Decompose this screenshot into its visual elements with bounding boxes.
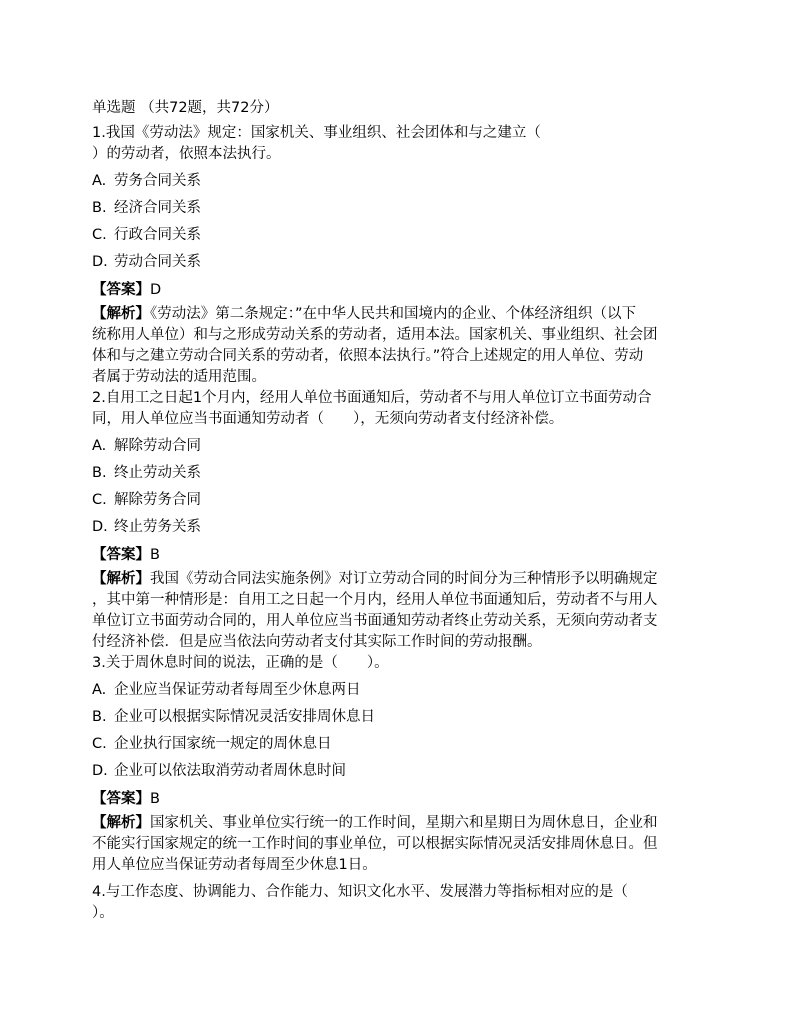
explanation	[92, 813, 712, 876]
explanation-line: 统称用人单位）和与之形成劳动关系的劳动者，适用本法。国家机关、事业组织、社会团	[92, 327, 658, 343]
explanation-line: 用人单位应当保证劳动者每周至少休息1日。	[92, 857, 377, 873]
answer-value: D	[150, 282, 162, 298]
answer-label: 【答案】	[92, 282, 150, 298]
explanation-line: 付经济补偿．但是应当依法向劳动者支付其实际工作时间的劳动报酬。	[92, 634, 542, 650]
answer	[92, 789, 712, 810]
answer-label: 【答案】	[92, 791, 150, 807]
answer-value: B	[150, 791, 160, 807]
option-d	[92, 761, 712, 782]
option-a	[92, 436, 712, 457]
question-stem-line: ）。	[92, 905, 114, 921]
option-c	[92, 490, 712, 511]
explanation-label: 【解析】	[92, 815, 150, 831]
question-3	[92, 653, 712, 876]
option-text: 终止劳动关系	[114, 465, 201, 481]
explanation-line: 【解析】我国《劳动合同法实施条例》对订立劳动合同的时间分为三种情形予以明确规定	[92, 571, 658, 587]
section-title: 单选题 （共72题，共72分）	[92, 100, 279, 116]
explanation-line: ，其中第一种情形是：自用工之日起一个月内，经用人单位书面通知后，劳动者不与用人	[92, 592, 658, 608]
option-text: 劳务合同关系	[114, 173, 201, 189]
option-a	[92, 171, 712, 192]
question-4	[92, 882, 712, 924]
option-b	[92, 707, 712, 728]
option-a	[92, 680, 712, 701]
option-letter: C.	[92, 492, 107, 508]
option-b	[92, 198, 712, 219]
option-c	[92, 225, 712, 246]
explanation-line: 【解析】国家机关、事业单位实行统一的工作时间，星期六和星期日为周休息日，企业和	[92, 815, 658, 831]
option-b	[92, 463, 712, 484]
explanation-line: 体和与之建立劳动合同关系的劳动者，依照本法执行。”符合上述规定的用人单位、劳动	[92, 348, 644, 364]
explanation-label: 【解析】	[92, 306, 150, 322]
option-letter: A.	[92, 173, 107, 189]
question-stem-line: ）的劳动者，依照本法执行。	[92, 146, 281, 162]
question-stem-line: 同，用人单位应当书面通知劳动者（ ），无须向劳动者支付经济补偿。	[92, 411, 564, 427]
option-text: 企业应当保证劳动者每周至少休息两日	[114, 682, 361, 698]
option-letter: A.	[92, 438, 107, 454]
question-stem-line: 4.与工作态度、协调能力、合作能力、知识文化水平、发展潜力等指标相对应的是（	[92, 884, 628, 900]
option-text: 经济合同关系	[114, 200, 201, 216]
question-stem-line: 2.自用工之日起1个月内，经用人单位书面通知后，劳动者不与用人单位订立书面劳动合	[92, 390, 652, 406]
exam-page	[92, 98, 712, 924]
option-d	[92, 517, 712, 538]
explanation	[92, 569, 712, 653]
answer	[92, 545, 712, 566]
option-text: 行政合同关系	[114, 227, 201, 243]
explanation-label: 【解析】	[92, 571, 150, 587]
option-letter: D.	[92, 763, 108, 779]
explanation-line: 【解析】《劳动法》第二条规定：”在中华人民共和国境内的企业、个体经济组织（以下	[92, 306, 637, 322]
option-text: 终止劳务关系	[114, 519, 201, 535]
option-letter: C.	[92, 227, 107, 243]
option-letter: B.	[92, 200, 107, 216]
explanation	[92, 304, 712, 388]
option-letter: A.	[92, 682, 107, 698]
option-letter: B.	[92, 709, 107, 725]
option-d	[92, 252, 712, 273]
answer-value: B	[150, 547, 160, 563]
question-stem-line: 1.我国《劳动法》规定：国家机关、事业组织、社会团体和与之建立（	[92, 125, 541, 141]
option-text: 解除劳动合同	[114, 438, 201, 454]
option-text: 企业可以根据实际情况灵活安排周休息日	[114, 709, 375, 725]
explanation-line: 者属于劳动法的适用范围。	[92, 369, 266, 385]
question-stem-line: 3.关于周休息时间的说法，正确的是（ ）。	[92, 655, 389, 671]
question-2	[92, 388, 712, 653]
explanation-line: 单位订立书面劳动合同的，用人单位应当书面通知劳动者终止劳动关系，无须向劳动者支	[92, 613, 658, 629]
option-text: 企业可以依法取消劳动者周休息时间	[114, 763, 346, 779]
answer	[92, 280, 712, 301]
option-letter: D.	[92, 519, 108, 535]
option-letter: B.	[92, 465, 107, 481]
option-text: 劳动合同关系	[114, 254, 201, 270]
option-text: 解除劳务合同	[114, 492, 201, 508]
question-1	[92, 123, 712, 388]
explanation-line: 不能实行国家规定的统一工作时间的事业单位，可以根据实际情况灵活安排周休息日。但	[92, 836, 658, 852]
option-text: 企业执行国家统一规定的周休息日	[114, 736, 332, 752]
option-letter: D.	[92, 254, 108, 270]
option-letter: C.	[92, 736, 107, 752]
answer-label: 【答案】	[92, 547, 150, 563]
option-c	[92, 734, 712, 755]
